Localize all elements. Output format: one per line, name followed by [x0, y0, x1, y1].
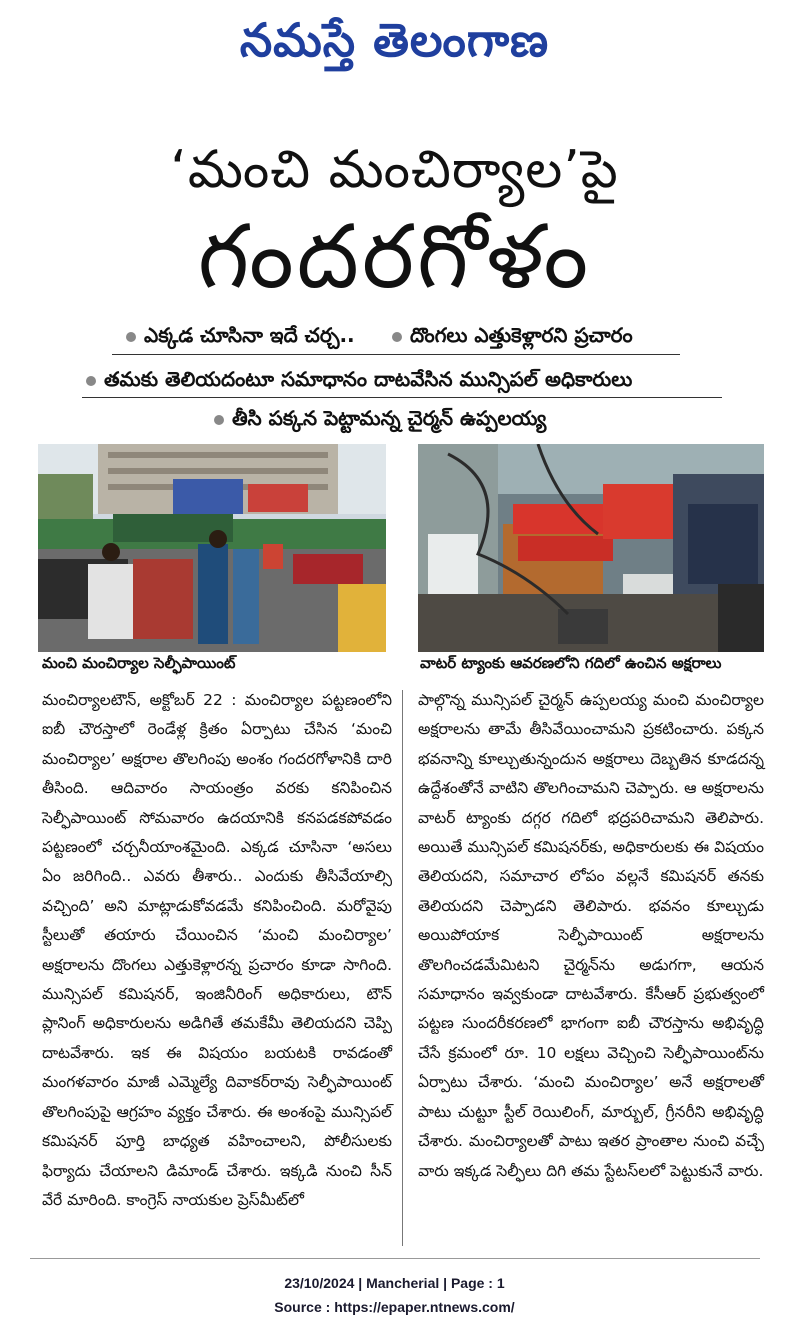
left-photo-caption: మంచి మంచిర్యాల సెల్ఫీపాయింట్ — [42, 654, 236, 672]
bullet-icon — [86, 376, 96, 386]
subhead-4 — [214, 406, 546, 435]
headline-line-1: ‘మంచి మంచిర్యాల’పై — [170, 140, 619, 200]
subhead-4-text: తీసి పక్కన పెట్టామన్న చైర్మన్ ఉప్పలయ్య — [232, 406, 547, 430]
footer-source: Source : https://epaper.ntnews.com/ — [274, 1299, 515, 1315]
subhead-1 — [126, 323, 355, 352]
article-right-text: పాల్గొన్న మున్సిపల్ చైర్మన్ ఉప్పలయ్య మంచి మంచిర్యాల అక్షరాలను తామే తీసివేయించామని ప్రకటించారు. పక్కన భవనాన్ని కూల్చుతున్నందున అక్షరాలు దెబ్బతిన కూడదన్న ఉద్దేశంతోనే వాటిని తొలగించామని చెప్పారు. ఆ అక్షరాలను వాటర్ ట్యాంకు దగ్గర గదిలో భద్రపరిచామని తెలిపారు. అయితే మున్సిపల్ కమిషనర్‌కు, అధికారులకు ఈ విషయం తెలియదని, సమాచార లోపం వల్లనే కమిషనర్ తనకు తెలియదని చెప్పాడని తెలిపారు. భవనం కూల్చుడు అయిపోయాక సెల్ఫీపాయింట్ అక్షరాలను తొలగించడమేమిటని చైర్మన్‌ను అడుగగా, ఆయన సమాధానం ఇవ్వకుండా దాటవేశారు. కేసీఆర్ ప్రభుత్వంలో పట్టణ సుందరీకరణలో భాగంగా ఐబీ చౌరస్తాను అభివృద్ధి చేసే క్రమంలో రూ. 10 లక్షలు వెచ్చించి సెల్ఫీపాయింట్‌ను ఏర్పాటు చేశారు. ‘మంచి మంచిర్యాల’ అనే అక్షరాలతో పాటు చుట్టూ స్టీల్ రెయిలింగ్, మార్బుల్, గ్రీనరీని అభివృద్ధి చేశారు. మంచిర్యాలతో పాటు ఇతర ప్రాంతాల నుంచి వచ్చే వారు ఇక్కడ సెల్ఫీలు దిగి తమ స్టేటస్‌లలో పెట్టుకునే వారు. — [418, 691, 764, 1180]
subhead-rule-2 — [82, 397, 722, 398]
selfie-point-photo — [38, 444, 386, 652]
bullet-icon — [214, 415, 224, 425]
masthead-title: నమస్తే తెలంగాణ — [239, 13, 550, 67]
article-left-column — [42, 686, 392, 1215]
subhead-3 — [86, 367, 632, 396]
subhead-2 — [392, 323, 633, 352]
article-right-column — [418, 686, 764, 1186]
article-left-text: మంచిర్యాలటౌన్, అక్టోబర్ 22 : మంచిర్యాల పట్టణంలోని ఐబీ చౌరస్తాలో రెండేళ్ల క్రితం ఏర్పాటు చేసిన ‘మంచి మంచిర్యాల’ అక్షరాల తొలగింపు అంశం గందరగోళానికి దారి తీసింది. ఆదివారం సాయంత్రం వరకు కనిపించిన సెల్ఫీపాయింట్ సోమవారం ఉదయానికి కనపడకపోవడం పట్టణంలో చర్చనీయాంశమైంది. ఎక్కడ చూసినా ‘అసలు ఏం జరిగింది.. ఎవరు తీశారు.. ఎందుకు తీసివేయాల్సి వచ్చింది’ అని మాట్లాడుకోవడమే కనిపించింది. మరోవైపు స్టీలుతో తయారు చేయించిన ‘మంచి మంచిర్యాల’ అక్షరాలను దొంగలు ఎత్తుకెళ్లారన్న ప్రచారం కూడా సాగింది. మున్సిపల్ కమిషనర్, ఇంజినీరింగ్ అధికారులు, టౌన్ ప్లానింగ్ అధికారులను అడిగితే తమకేమీ తెలియదని చెప్పి దాటవేశారు. ఇక ఈ విషయం బయటకి రావడంతో మంగళవారం మాజీ ఎమ్మెల్యే దివాకర్‌రావు సెల్ఫీపాయింట్ తొలగింపుపై ఆగ్రహం వ్యక్తం చేశారు. ఈ అంశంపై మున్సిపల్ కమిషనర్ పూర్తి బాధ్యత వహించాలని, పోలీసులకు ఫిర్యాదు చేయాలని డిమాండ్ చేశారు. ఇక్కడి నుంచి సీన్ వేరే మారింది. కాంగ్రెస్ నాయకుల ప్రెస్‌మీట్‌లో — [42, 691, 392, 1209]
footer-dateline: 23/10/2024 | Mancherial | Page : 1 — [284, 1275, 505, 1291]
column-divider — [402, 690, 403, 1246]
bullet-icon — [392, 332, 402, 342]
headline-line-2: గందరగోళం — [197, 205, 592, 308]
stored-letters-photo — [418, 444, 764, 652]
right-photo-caption: వాటర్ ట్యాంకు ఆవరణలోని గదిలో ఉంచిన అక్షరాలు — [420, 654, 722, 672]
subhead-rule-1 — [112, 354, 680, 355]
subhead-3-text: తమకు తెలియదంటూ సమాధానం దాటవేసిన మున్సిపల్ అధికారులు — [104, 367, 633, 391]
footer-rule — [30, 1258, 760, 1259]
masthead — [0, 0, 789, 92]
subhead-1-text: ఎక్కడ చూసినా ఇదే చర్చ.. — [144, 323, 355, 347]
bullet-icon — [126, 332, 136, 342]
subhead-2-text: దొంగలు ఎత్తుకెళ్లారని ప్రచారం — [410, 323, 633, 347]
